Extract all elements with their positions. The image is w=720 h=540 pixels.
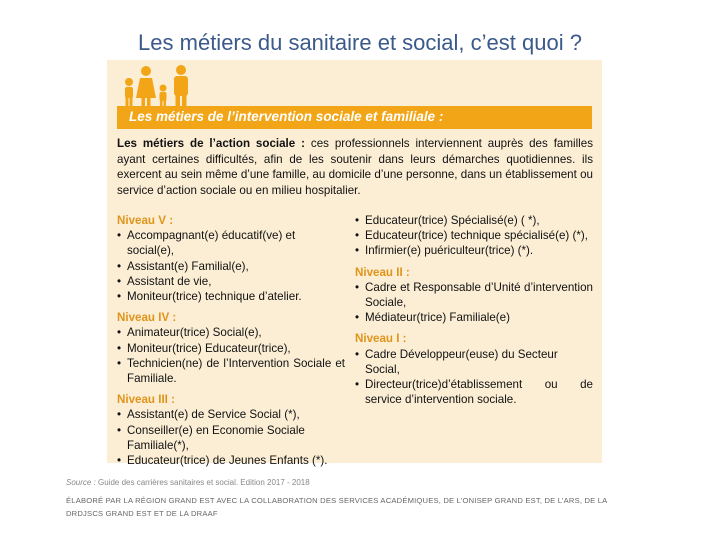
list-item: • Accompagnant(e) éducatif(ve) et social(e), — [117, 228, 345, 258]
credits-line: ÉLABORÉ PAR LA RÉGION GRAND EST AVEC LA COLLABORATION DES SERVICES ACADÉMIQUES, DE L’ONISEP GRAND EST, DE L’ARS, DE LA — [66, 496, 608, 505]
intro-paragraph — [117, 136, 593, 198]
list-item: • Moniteur(trice) technique d’atelier. — [117, 289, 345, 304]
list-item: • Cadre Développeur(euse) du Secteur Social, — [355, 347, 593, 377]
list-item: • Educateur(trice) de Jeunes Enfants (*). — [117, 453, 345, 468]
section-banner — [117, 106, 592, 129]
credits-line: DRDJSCS GRAND EST ET DE LA DRAAF — [66, 509, 218, 518]
list-item: • Technicien(ne) de l’Intervention Sociale et Familiale. — [117, 356, 345, 386]
list-item: • Directeur(trice)d’établissement ou de service d’intervention sociale. — [355, 377, 593, 407]
slide-title: Les métiers du sanitaire et social, c’est quoi ? — [138, 30, 582, 55]
banner-title: Les métiers de l’intervention sociale et familiale : — [129, 109, 444, 124]
level-label: Niveau III : — [117, 393, 175, 407]
list-item: • Conseiller(e) en Economie Sociale Familiale(*), — [117, 423, 345, 453]
list-item: • Educateur(trice) technique spécialisé(e) (*), — [355, 228, 593, 243]
list-item: • Cadre et Responsable d’Unité d’intervention Sociale, — [355, 280, 593, 310]
level-label: Niveau V : — [117, 214, 174, 227]
list-item: • Médiateur(trice) Familiale(e) — [355, 310, 593, 325]
list-item: • Animateur(trice) Social(e), — [117, 325, 345, 340]
source-text: Guide des carrières sanitaires et social. Edition 2017 - 2018 — [95, 478, 310, 487]
list-item: • Infirmier(e) puériculteur(trice) (*). — [355, 243, 593, 258]
family-figures-icon — [119, 64, 199, 110]
intro-lead: Les métiers de l’action sociale : — [117, 137, 305, 150]
list-item: • Assistant de vie, — [117, 274, 345, 289]
right-column — [355, 213, 593, 407]
level-label: Niveau I : — [355, 332, 407, 346]
level-label: Niveau IV : — [117, 311, 177, 325]
left-column — [117, 213, 345, 468]
level-label: Niveau II : — [355, 265, 410, 279]
source-label: Source : — [66, 478, 96, 487]
list-item: • Educateur(trice) Spécialisé(e) ( *), — [355, 213, 593, 228]
credits-note — [66, 494, 636, 520]
intro-body: ces professionnels interviennent auprès des familles ayant certaines difficultés, afin de les soutenir dans leurs démarches quotidiennes. ils exercent au sein même d’une famille, au domicile d’une personne, dans un établissement ou service d’action sociale ou en milieu hospitalier. — [117, 137, 593, 197]
list-item: • Assistant(e) Familial(e), — [117, 259, 345, 274]
source-note — [66, 478, 310, 487]
list-item: • Moniteur(trice) Educateur(trice), — [117, 341, 345, 356]
careers-panel — [107, 60, 602, 468]
list-item: • Assistant(e) de Service Social (*), — [117, 407, 345, 422]
